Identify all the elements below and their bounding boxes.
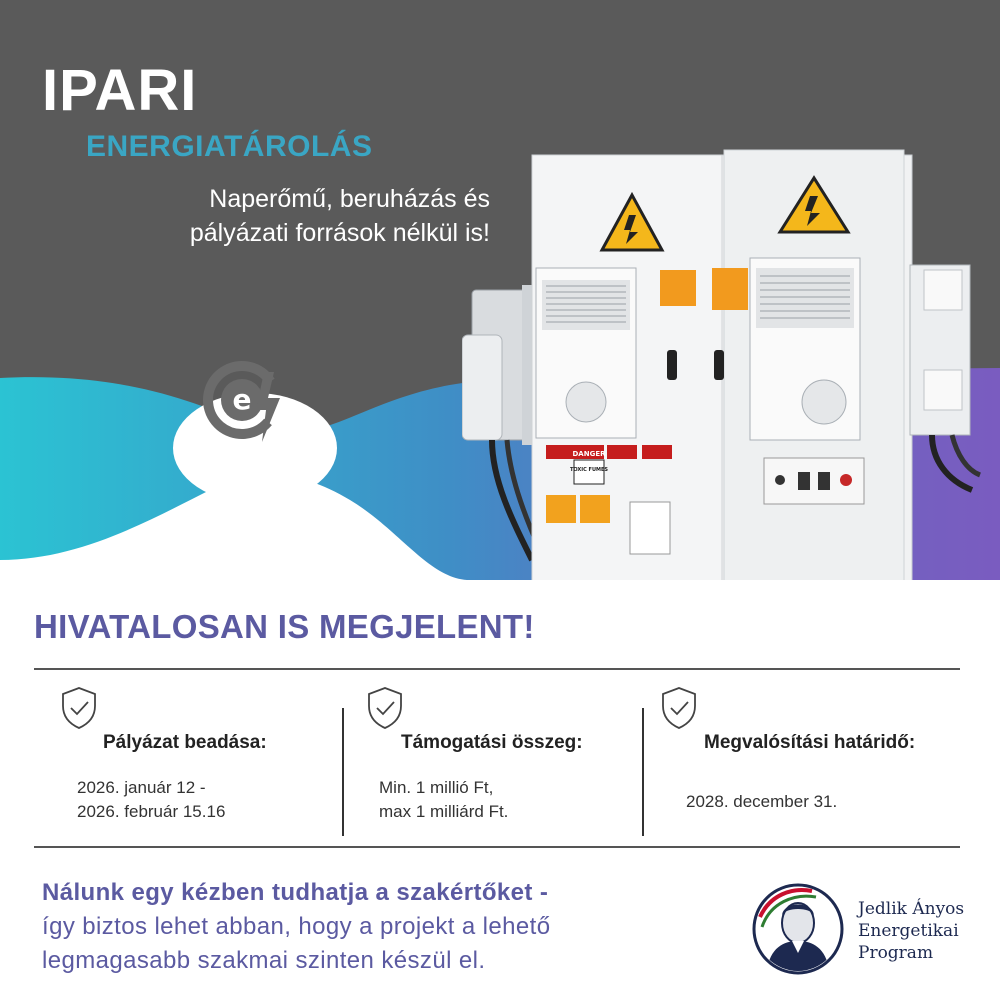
- tagline-line-1: Naperőmű, beruházás és: [209, 185, 490, 213]
- info-value-line-2: max 1 milliárd Ft.: [379, 801, 509, 821]
- svg-text:e: e: [232, 383, 252, 416]
- divider-bottom: [34, 846, 960, 848]
- jedlik-name-line-1: Jedlik Ányos: [858, 899, 965, 919]
- footer-line-1: Nálunk egy kézben tudhatja a szakértőket -: [42, 879, 549, 906]
- jedlik-program-name: [858, 898, 964, 964]
- hero-tagline: [70, 182, 490, 250]
- toxic-fumes-label: TOXIC FUMES: [569, 467, 609, 473]
- footer-line-2: így biztos lehet abban, hogy a projekt a lehető: [42, 913, 551, 941]
- column-divider: [642, 708, 644, 836]
- info-value-line-1: 2028. december 31.: [686, 792, 838, 811]
- shield-check-icon: [660, 686, 698, 730]
- footer-message: [42, 876, 702, 978]
- info-value-line-1: 2026. január 12 -: [77, 778, 206, 797]
- company-logo-icon: [200, 358, 300, 448]
- jedlik-name-line-3: Program: [858, 943, 934, 964]
- divider-top: [34, 668, 960, 670]
- info-value-line-1: Min. 1 millió Ft,: [379, 778, 494, 797]
- jedlik-name-line-2: Energetikai: [858, 921, 959, 942]
- danger-label: DANGER: [572, 450, 606, 458]
- column-divider: [342, 708, 344, 836]
- tagline-line-2: pályázati források nélkül is!: [189, 219, 490, 247]
- info-label: Pályázat beadása:: [103, 732, 267, 753]
- info-value-line-2: 2026. február 15.16: [77, 801, 226, 821]
- footer-line-3: legmagasabb szakmai szinten készül el.: [42, 947, 486, 975]
- info-label: Támogatási összeg:: [401, 732, 583, 753]
- info-value: [379, 776, 508, 824]
- info-value: [77, 776, 225, 824]
- hero-subtitle: ENERGIATÁROLÁS: [86, 130, 373, 163]
- shield-check-icon: [366, 686, 404, 730]
- announcement-headline: HIVATALOSAN IS MEGJELENT!: [34, 608, 535, 645]
- battery-storage-cabinet-illustration: [462, 140, 982, 580]
- hero-title: IPARI: [42, 58, 198, 123]
- jedlik-portrait-logo-icon: [752, 881, 844, 977]
- shield-check-icon: [60, 686, 98, 730]
- info-label: Megvalósítási határidő:: [704, 732, 916, 753]
- info-value: [686, 790, 837, 814]
